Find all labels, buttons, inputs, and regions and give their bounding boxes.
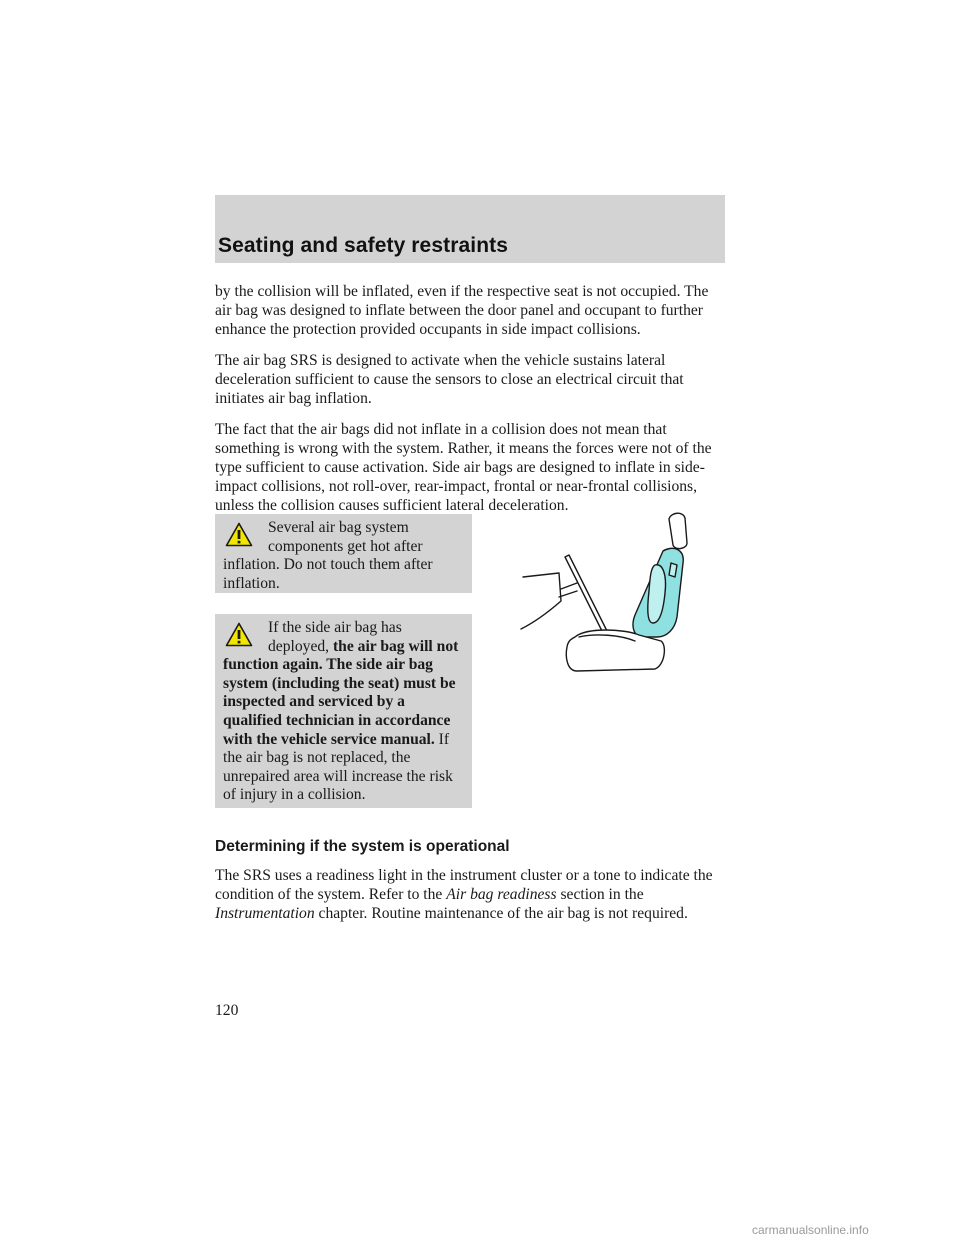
warning1-line2: components get hot after <box>268 537 423 555</box>
warning-box-deployed-airbag <box>215 614 472 808</box>
warning1-line1: Several air bag system <box>268 519 409 536</box>
paragraph-2: The air bag SRS is designed to activate when the vehicle sustains lateral deceleration sufficient to cause the sensors to close an electrical circuit that initiates air bag inflation. <box>215 352 684 407</box>
section-text-1: The SRS uses a readiness light in the instrument cluster or a tone to indicate the condition of the system. Refer to the <box>215 867 713 903</box>
warning-triangle-icon <box>225 622 253 647</box>
section-italic-air-bag-readiness: Air bag readiness <box>446 886 557 903</box>
warning2-after-text: If the air bag is not replaced, the unrepaired area will increase the risk of injury in a collision. <box>223 730 453 804</box>
body-text <box>215 282 727 527</box>
section-text-3: chapter. Routine maintenance of the air bag is not required. <box>314 905 688 922</box>
page-title: Seating and safety restraints <box>218 234 508 257</box>
section-heading: Determining if the system is operational <box>215 838 510 855</box>
side-airbag-seat-illustration <box>515 505 700 680</box>
warning2-line1: If the side air bag has <box>268 619 402 636</box>
section-italic-instrumentation: Instrumentation <box>215 905 315 922</box>
warning2-line2-pre: deployed, <box>268 637 333 655</box>
section-body <box>215 866 727 935</box>
paragraph-1: by the collision will be inflated, even if the respective seat is not occupied. The air bag was designed to inflate between the door panel and occupant to further enhance the protection provided occupants in side impact collisions. <box>215 283 709 338</box>
page-number: 120 <box>215 1002 239 1019</box>
warning1-rest: inflation. Do not touch them after inflation. <box>223 556 433 592</box>
warning2-bold-text: the air bag will not function again. The side air bag system (including the seat) must be inspected and serviced by a qualified technician in accordance with the vehicle service manual. <box>223 637 459 748</box>
section-text-2: section in the <box>556 886 644 903</box>
warning-triangle-icon <box>225 522 253 547</box>
watermark: carmanualsonline.info <box>752 1223 869 1237</box>
paragraph-3: The fact that the air bags did not inflate in a collision does not mean that something is wrong with the system. Rather, it means the forces were not of the type sufficient to cause activation. Side air bags are designed to inflate in side-impact collisions, not roll-over, rear-impact, frontal or near-frontal collisions, unless the collision causes sufficient lateral deceleration. <box>215 421 712 514</box>
warning-box-hot-components <box>215 514 472 593</box>
